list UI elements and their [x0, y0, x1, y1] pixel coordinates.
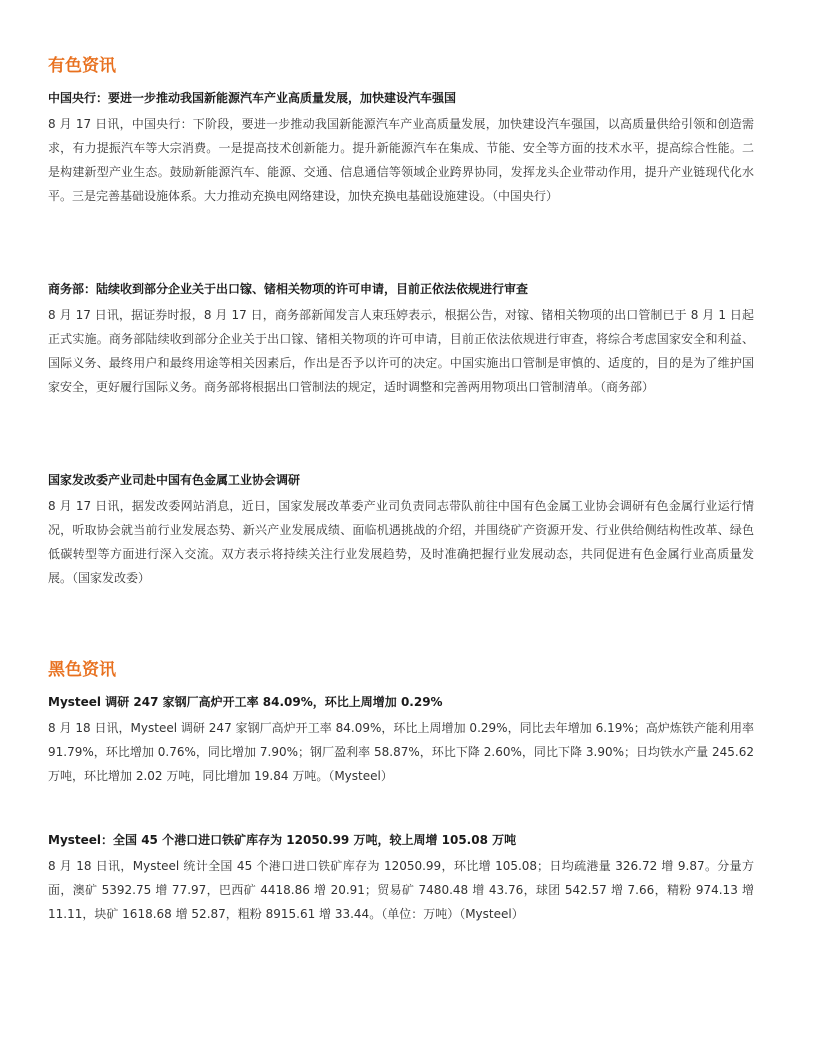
news-headline: Mysteel：全国 45 个港口进口铁矿库存为 12050.99 万吨，较上周增 105.08 万吨	[48, 833, 517, 847]
section-title-nonferrous: 有色资讯	[48, 56, 116, 76]
news-headline: 商务部：陆续收到部分企业关于出口镓、锗相关物项的许可申请，目前正依法依规进行审查	[48, 282, 529, 296]
news-body: 8 月 18 日讯，Mysteel 统计全国 45 个港口进口铁矿库存为 12050.99，环比增 105.08；日均疏港量 326.72 增 9.87。分量方面，澳矿 5392.75 增 77.97，巴西矿 4418.86 增 20.91；贸易矿 7480.48 增 43.76，球团 542.57 增 7.66，精粉 974.13 增 11.11，块矿 1618.68 增 52.87，粗粉 8915.61 增 33.44。（单位：万吨）（Mysteel）	[48, 859, 754, 921]
news-headline: 国家发改委产业司赴中国有色金属工业协会调研	[48, 473, 301, 487]
news-body: 8 月 17 日讯，中国央行：下阶段，要进一步推动我国新能源汽车产业高质量发展，加快建设汽车强国，以高质量供给引领和创造需求，有力提振汽车等大宗消费。一是提高技术创新能力。提升新能源汽车在集成、节能、安全等方面的技术水平，提高综合性能。二是构建新型产业生态。鼓励新能源汽车、能源、交通、信息通信等领域企业跨界协同，发挥龙头企业带动作用，提升产业链现代化水平。三是完善基础设施体系。大力推动充换电网络建设，加快充换电基础设施建设。（中国央行）	[48, 117, 754, 203]
news-headline: Mysteel 调研 247 家钢厂高炉开工率 84.09%，环比上周增加 0.29%	[48, 695, 443, 709]
news-body: 8 月 17 日讯，据证券时报，8 月 17 日，商务部新闻发言人束珏婷表示，根据公告，对镓、锗相关物项的出口管制已于 8 月 1 日起正式实施。商务部陆续收到部分企业关于出口镓、锗相关物项的许可申请，目前正依法依规进行审查，将综合考虑国家安全和利益、国际义务、最终用户和最终用途等相关因素后，作出是否予以许可的决定。中国实施出口管制是审慎的、适度的，目的是为了维护国家安全，更好履行国际义务。商务部将根据出口管制法的规定，适时调整和完善两用物项出口管制清单。（商务部）	[48, 308, 754, 394]
news-body: 8 月 18 日讯，Mysteel 调研 247 家钢厂高炉开工率 84.09%，环比上周增加 0.29%，同比去年增加 6.19%；高炉炼铁产能利用率 91.79%，环比增加 0.76%，同比增加 7.90%；钢厂盈利率 58.87%，环比下降 2.60%，同比下降 3.90%；日均铁水产量 245.62 万吨，环比增加 2.02 万吨，同比增加 19.84 万吨。（Mysteel）	[48, 721, 754, 783]
news-body: 8 月 17 日讯，据发改委网站消息，近日，国家发展改革委产业司负责同志带队前往中国有色金属工业协会调研有色金属行业运行情况，听取协会就当前行业发展态势、新兴产业发展成绩、面临机遇挑战的介绍，并围绕矿产资源开发、行业供给侧结构性改革、绿色低碳转型等方面进行深入交流。双方表示将持续关注行业发展趋势，及时准确把握行业发展动态，共同促进有色金属行业高质量发展。（国家发改委）	[48, 499, 754, 585]
news-headline: 中国央行：要进一步推动我国新能源汽车产业高质量发展，加快建设汽车强国	[48, 91, 457, 105]
section-title-ferrous: 黑色资讯	[48, 660, 116, 680]
